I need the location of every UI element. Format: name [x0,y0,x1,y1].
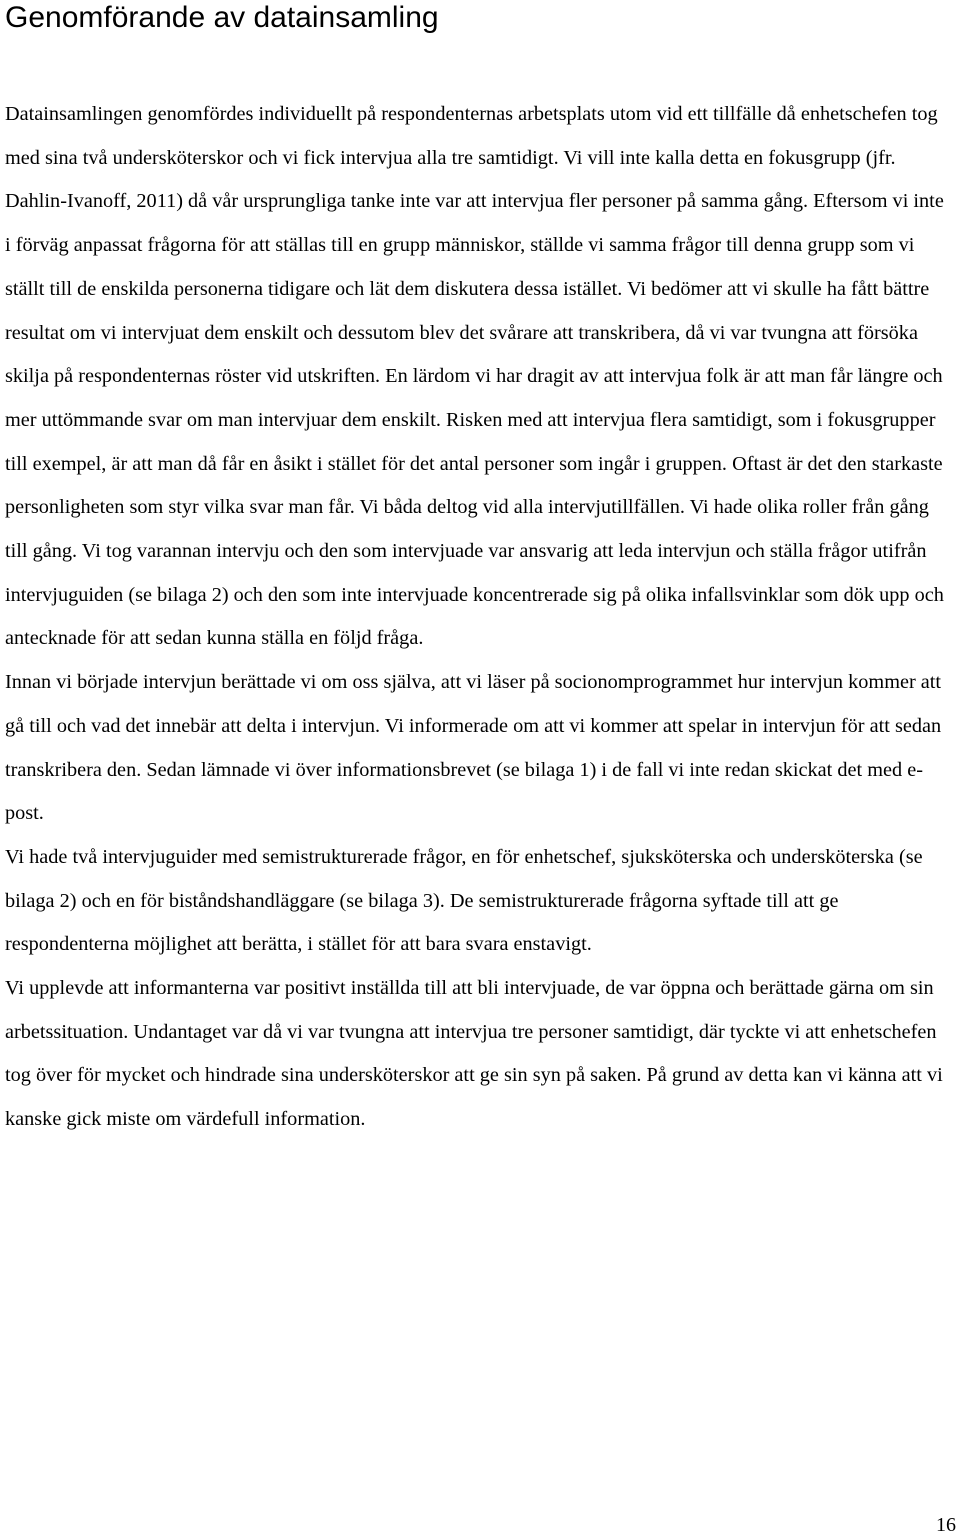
paragraph-2: Innan vi började intervjun berättade vi om oss själva, att vi läser på socionomprogrammet hur intervjun kommer att gå till och vad det innebär att delta i intervjun. Vi informerade om att vi kommer att spelar in intervjun för att sedan transkribera den. Sedan lämnade vi över informationsbrevet (se bilaga 1) i de fall vi inte redan skickat det med e-post. [5,671,942,825]
body-text [5,93,953,1142]
page-number: 16 [936,1514,956,1536]
paragraph-3: Vi hade två intervjuguider med semistrukturerade frågor, en för enhetschef, sjuksköterska och undersköterska (se bilaga 2) och en för biståndshandläggare (se bilaga 3). De semistrukturerade frågorna syftade till att ge respondenterna möjlighet att berätta, i stället för att bara svara enstavigt. [5,845,923,956]
section-heading: Genomförande av datainsamling [5,1,439,34]
paragraph-1: Datainsamlingen genomfördes individuellt på respondenternas arbetsplats utom vid ett tillfälle då enhetschefen tog med sina två undersköterskor och vi fick intervjua alla tre samtidigt. Vi vill inte kalla detta en fokusgrupp (jfr. Dahlin-Ivanoff, 2011) då vår ursprungliga tanke inte var att intervjua fler personer på samma gång. Eftersom vi inte i förväg anpassat frågorna för att ställas till en grupp människor, ställde vi samma frågor till denna grupp som vi ställt till de enskilda personerna tidigare och lät dem diskutera dessa istället. Vi bedömer att vi skulle ha fått bättre resultat om vi intervjuat dem enskilt och dessutom blev det svårare att transkribera, då vi var tvungna att försöka skilja på respondenternas röster vid utskriften. En lärdom vi har dragit av att intervjua folk är att man får längre och mer uttömmande svar om man intervjuar dem enskilt. Risken med att intervjua flera samtidigt, som i fokusgrupper till exempel, är att man då får en åsikt i stället för det antal personer som ingår i gruppen. Oftast är det den starkaste personligheten som styr vilka svar man får. Vi båda deltog vid alla intervjutillfällen. Vi hade olika roller från gång till gång. Vi tog varannan intervju och den som intervjuade var ansvarig att leda intervjun och ställa frågor utifrån intervjuguiden (se bilaga 2) och den som inte intervjuade koncentrerade sig på olika infallsvinklar som dök upp och antecknade för att sedan kunna ställa en följd fråga. [5,103,944,650]
paragraph-4: Vi upplevde att informanterna var positivt inställda till att bli intervjuade, de var öppna och berättade gärna om sin arbetssituation. Undantaget var då vi var tvungna att intervjua tre personer samtidigt, där tyckte vi att enhetschefen tog över för mycket och hindrade sina undersköterskor att ge sin syn på saken. På grund av detta kan vi känna att vi kanske gick miste om värdefull information. [5,977,943,1131]
